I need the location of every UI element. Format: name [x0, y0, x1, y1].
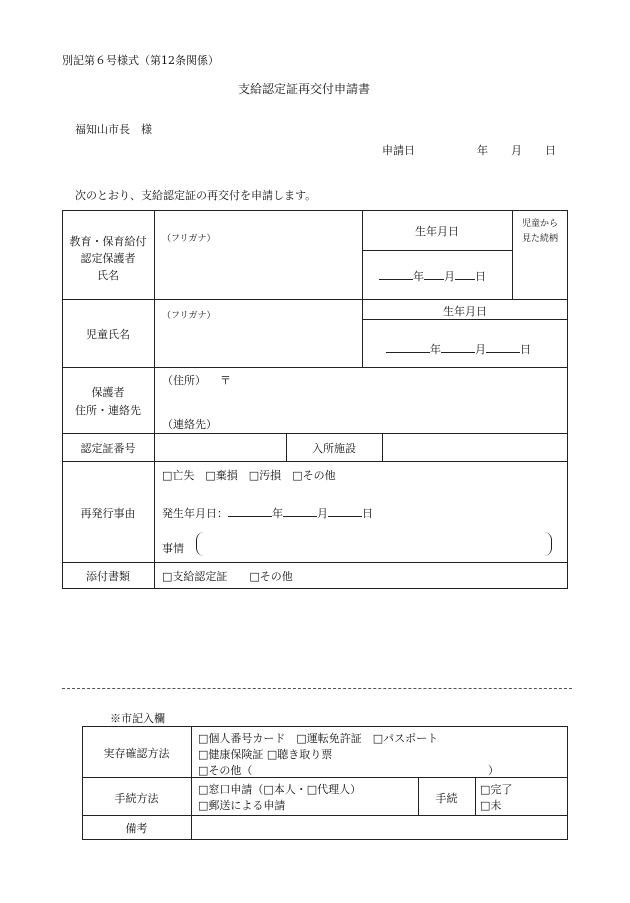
procedure-line-1[interactable]: □窓口申請（□本人・□代理人） [198, 783, 362, 796]
year-label: 年 [413, 270, 424, 283]
child-name-field[interactable] [158, 322, 358, 364]
postal-mark: 〒 [220, 374, 231, 387]
contact-label: （連絡先） [162, 418, 217, 431]
cert-number-field[interactable] [156, 435, 284, 459]
form-number: 別記第６号様式（第12条関係） [62, 54, 219, 67]
contact-field[interactable] [220, 412, 564, 430]
month-label: 月 [317, 507, 328, 520]
day-label: 日 [362, 507, 373, 520]
year-label: 年 [430, 343, 441, 356]
cert-number-label: 認定証番号 [80, 442, 136, 455]
month-label: 月 [444, 270, 455, 283]
addressee: 福知山市長 様 [75, 123, 152, 136]
verify-method-label: 実存確認方法 [103, 747, 170, 760]
attachments-label: 添付書類 [86, 570, 130, 583]
office-use-heading: ※市記入欄 [110, 712, 165, 725]
child-name-label: 児童氏名 [86, 328, 130, 341]
child-birthdate-label: 生年月日 [443, 305, 487, 318]
attachment-checkboxes[interactable]: □支給認定証 □その他 [162, 570, 293, 583]
guardian-furigana-label: （フリガナ） [162, 234, 216, 244]
intro-text: 次のとおり、支給認定証の再交付を申請します。 [75, 189, 317, 202]
facility-label: 入所施設 [312, 442, 356, 455]
procedure-method-label: 手続方法 [114, 792, 159, 805]
guardian-name-label-2: 認定保護者 [80, 252, 136, 265]
guardian-name-field[interactable] [158, 250, 358, 294]
address-label: （住所） [162, 374, 206, 387]
procedure-line-2[interactable]: □郵送による申請 [198, 799, 286, 812]
form-title: 支給認定証再交付申請書 [238, 82, 371, 96]
status-label: 手続 [435, 792, 458, 805]
occurrence-date-field[interactable] [162, 505, 373, 521]
relation-label-2: 見た続柄 [521, 234, 558, 244]
cut-line [62, 688, 572, 689]
relation-label-1: 児童から [521, 219, 558, 229]
child-furigana-label: （フリガナ） [162, 311, 216, 321]
verify-close-paren: ） [488, 764, 499, 777]
address-field[interactable] [236, 370, 564, 408]
status-done-checkbox[interactable]: □完了 [480, 783, 513, 796]
day-label: 日 [520, 343, 531, 356]
status-pending-checkbox[interactable]: □未 [480, 799, 502, 812]
guardian-name-label-3: 氏名 [97, 269, 119, 282]
guardian-address-label-2: 住所・連絡先 [75, 404, 141, 417]
circumstances-label: 事情 [162, 542, 184, 555]
verify-line-3[interactable]: □その他（ [198, 764, 253, 777]
guardian-birthdate-label: 生年月日 [415, 225, 459, 238]
year-label: 年 [272, 507, 283, 520]
relation-field[interactable] [514, 252, 566, 296]
verify-line-1[interactable]: □個人番号カード □運転免許証 □パスポート [198, 732, 439, 745]
child-birthdate-field[interactable] [386, 341, 531, 357]
verify-line-2[interactable]: □健康保険証 □聴き取り票 [198, 748, 333, 761]
reissue-reason-label: 再発行事由 [80, 507, 136, 520]
reason-checkboxes[interactable]: □亡失 □棄損 □汚損 □その他 [162, 469, 336, 482]
guardian-birthdate-field[interactable] [379, 268, 486, 284]
application-date-label: 申請日 [382, 144, 415, 157]
remarks-label: 備考 [125, 822, 148, 835]
month-label: 月 [475, 343, 486, 356]
day-label: 日 [475, 270, 486, 283]
application-year-label: 年 [477, 144, 488, 157]
facility-field[interactable] [384, 435, 566, 459]
circumstances-field[interactable] [196, 532, 552, 556]
application-month-label: 月 [511, 144, 522, 157]
application-day-label: 日 [545, 144, 556, 157]
guardian-address-label-1: 保護者 [91, 386, 125, 399]
remarks-field[interactable] [193, 817, 566, 838]
occurrence-date-label: 発生年月日： [162, 507, 228, 520]
guardian-name-label-1: 教育・保育給付 [69, 235, 147, 248]
